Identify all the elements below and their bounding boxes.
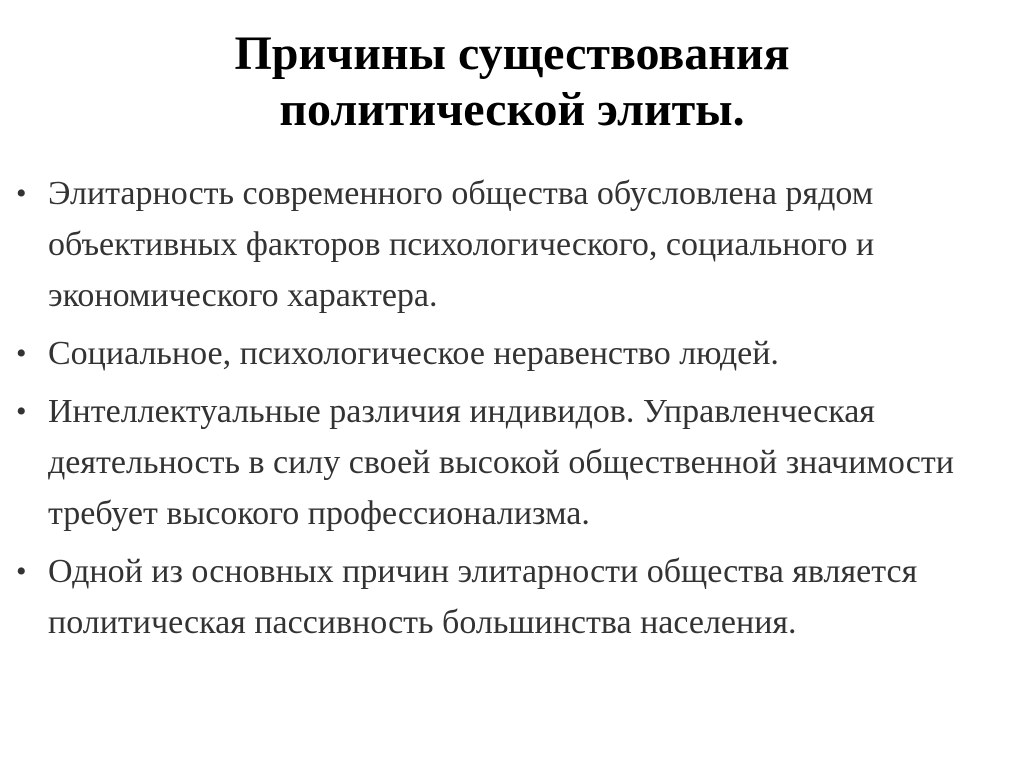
- bullet-text: Одной из основных причин элитарности общества является политическая пассивность большинства населения.: [48, 553, 918, 641]
- slide-title-line-2: политической элиты.: [279, 83, 745, 136]
- bullet-item: [14, 328, 1014, 379]
- bullet-marker: •: [16, 177, 27, 210]
- bullet-text: Элитарность современного общества обусловлена рядом объективных факторов психологического, социального и экономического характера.: [48, 175, 875, 314]
- bullet-item: [14, 546, 1014, 648]
- bullet-list: [14, 168, 1014, 655]
- bullet-marker: •: [16, 337, 27, 370]
- bullet-marker: •: [16, 395, 27, 428]
- bullet-marker: •: [16, 555, 27, 588]
- bullet-item: [14, 168, 1014, 321]
- bullet-text: Социальное, психологическое неравенство людей.: [48, 335, 779, 372]
- slide-title: [0, 26, 1024, 138]
- bullet-text: Интеллектуальные различия индивидов. Управленческая деятельность в силу своей высокой общественной значимости требует высокого профессионализма.: [48, 393, 954, 532]
- bullet-item: [14, 386, 1014, 539]
- slide-title-line-1: Причины существования: [234, 27, 790, 80]
